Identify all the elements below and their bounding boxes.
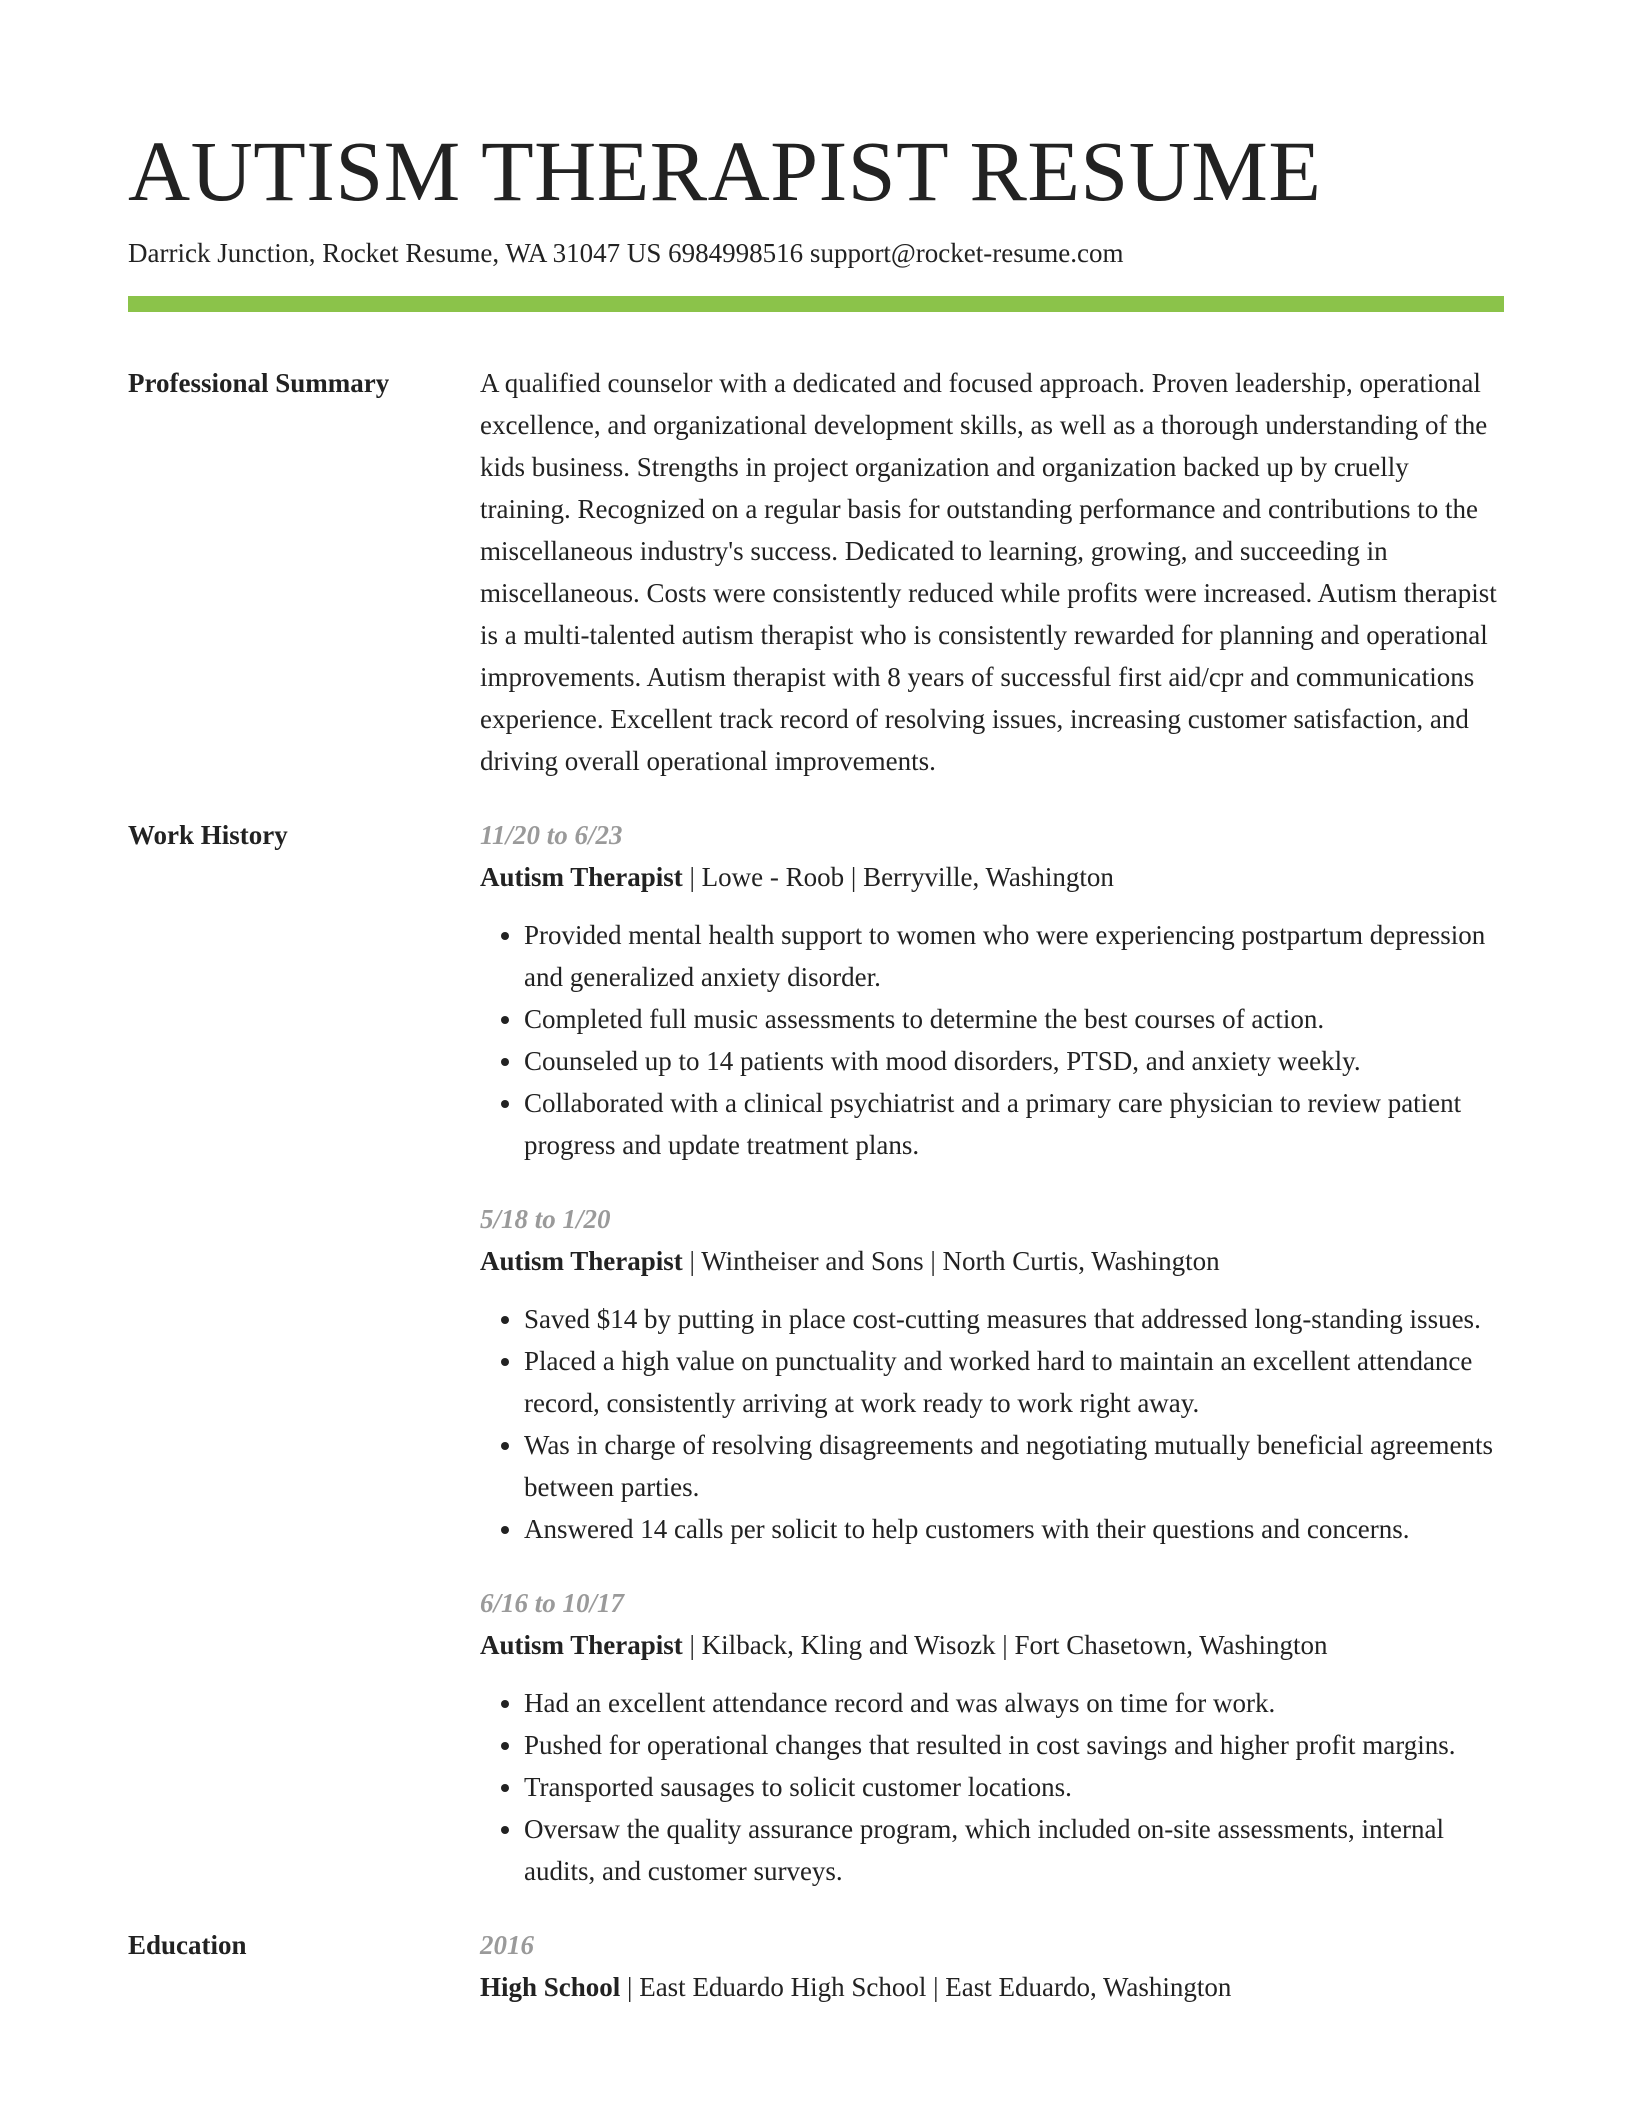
summary-section — [128, 362, 1504, 782]
education-line — [480, 1966, 1504, 2008]
job-entry — [480, 814, 1504, 1166]
job-role-line — [480, 1624, 1504, 1666]
summary-heading: Professional Summary — [128, 368, 390, 398]
job-dates: 5/18 to 1/20 — [480, 1204, 611, 1234]
job-title: Autism Therapist — [480, 862, 683, 892]
job-dates: 11/20 to 6/23 — [480, 820, 623, 850]
job-entry — [480, 1582, 1504, 1892]
work-history-section — [128, 814, 1504, 1892]
job-bullets — [480, 1682, 1504, 1892]
work-history-heading: Work History — [128, 820, 288, 850]
job-entry — [480, 1198, 1504, 1550]
summary-body — [480, 362, 1504, 782]
job-title: Autism Therapist — [480, 1630, 683, 1660]
job-bullet: • Placed a high value on punctuality and worked hard to maintain an excellent attendance record, consistently arriving at work ready to work right away. — [524, 1340, 1504, 1424]
job-bullets — [480, 1298, 1504, 1550]
resume-title: AUTISM THERAPIST RESUME — [128, 123, 1322, 219]
education-details: | East Eduardo High School | East Eduardo, Washington — [620, 1972, 1232, 2002]
job-bullet: • Transported sausages to solicit customer locations. — [524, 1766, 1504, 1808]
education-heading: Education — [128, 1930, 247, 1960]
summary-text: A qualified counselor with a dedicated and focused approach. Proven leadership, operational excellence, and organizational development skills, as well as a thorough understanding of the kids business. Strengths in project organization and organization backed up by cruelly training. Recognized on a regular basis for outstanding performance and contributions to the miscellaneous industry's success. Dedicated to learning, growing, and succeeding in miscellaneous. Costs were consistently reduced while profits were increased. Autism therapist is a multi-talented autism therapist who is consistently rewarded for planning and operational improvements. Autism therapist with 8 years of successful first aid/cpr and communications experience. Excellent track record of resolving issues, increasing customer satisfaction, and driving overall operational improvements. — [480, 368, 1497, 776]
resume-page — [128, 0, 1504, 2008]
job-bullet: • Pushed for operational changes that resulted in cost savings and higher profit margins. — [524, 1724, 1504, 1766]
education-entry — [480, 1924, 1504, 2008]
job-bullet: • Oversaw the quality assurance program, which included on-site assessments, internal audits, and customer surveys. — [524, 1808, 1504, 1892]
job-bullet: • Answered 14 calls per solicit to help customers with their questions and concerns. — [524, 1508, 1504, 1550]
job-title: Autism Therapist — [480, 1246, 683, 1276]
job-details: | Wintheiser and Sons | North Curtis, Washington — [682, 1246, 1220, 1276]
job-bullet: • Completed full music assessments to determine the best courses of action. — [524, 998, 1504, 1040]
job-bullet: • Collaborated with a clinical psychiatrist and a primary care physician to review patient progress and update treatment plans. — [524, 1082, 1504, 1166]
education-dates: 2016 — [480, 1930, 534, 1960]
education-degree: High School — [480, 1972, 621, 2002]
job-dates: 6/16 to 10/17 — [480, 1588, 625, 1618]
job-bullet: • Provided mental health support to women who were experiencing postpartum depression and generalized anxiety disorder. — [524, 914, 1504, 998]
job-details: | Kilback, Kling and Wisozk | Fort Chasetown, Washington — [682, 1630, 1328, 1660]
job-bullet: • Had an excellent attendance record and was always on time for work. — [524, 1682, 1504, 1724]
job-bullets — [480, 914, 1504, 1166]
work-history-body — [480, 814, 1504, 1892]
education-section — [128, 1924, 1504, 2008]
accent-divider — [128, 296, 1504, 312]
education-body — [480, 1924, 1504, 2008]
job-role-line — [480, 1240, 1504, 1282]
job-bullet: • Counseled up to 14 patients with mood disorders, PTSD, and anxiety weekly. — [524, 1040, 1504, 1082]
job-role-line — [480, 856, 1504, 898]
job-bullet: • Was in charge of resolving disagreements and negotiating mutually beneficial agreements between parties. — [524, 1424, 1504, 1508]
contact-line: Darrick Junction, Rocket Resume, WA 31047 US 6984998516 support@rocket-resume.com — [128, 238, 1124, 268]
job-details: | Lowe - Roob | Berryville, Washington — [682, 862, 1114, 892]
job-bullet: • Saved $14 by putting in place cost-cutting measures that addressed long-standing issues. — [524, 1298, 1504, 1340]
